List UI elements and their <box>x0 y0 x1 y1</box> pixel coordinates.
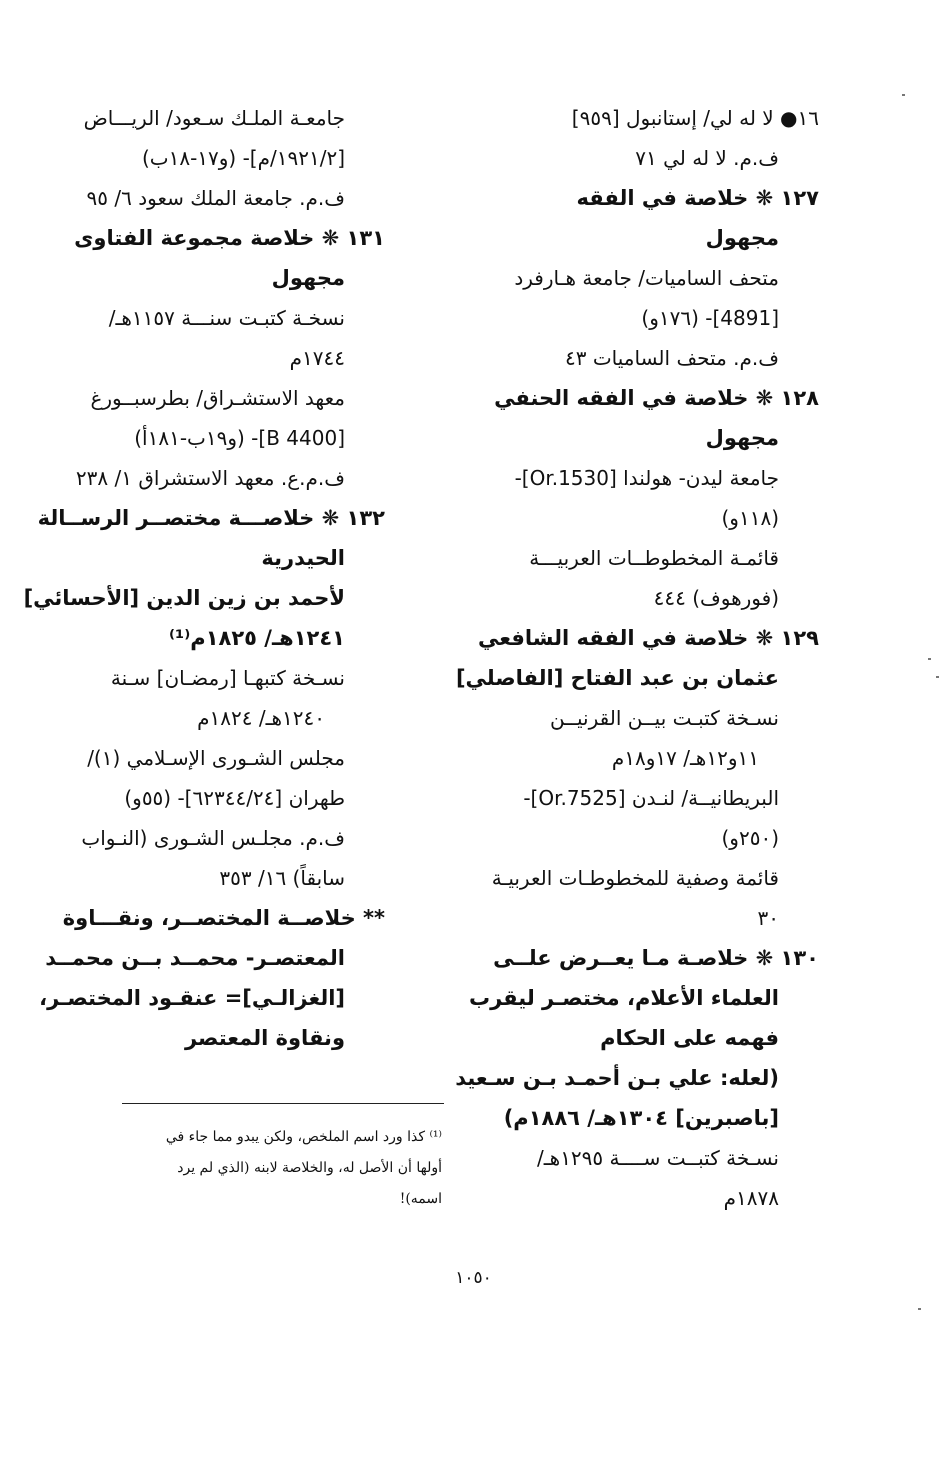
entry-text-line: [B 4400]- (و١٩ب-١٨١أ) <box>134 426 345 450</box>
entry-text-line: (٢٥٠و) <box>721 826 779 850</box>
entry-heading-line: لأحمد بن زين الدين [الأحسائي] <box>23 586 345 610</box>
entry-heading-line: المعتصـر- محمــد بــن محمــد <box>45 946 345 970</box>
entry-text-line: سابقاً) ١٦/ ٣٥٣ <box>219 866 345 890</box>
footnote-line: ⁽¹⁾ كذا ورد اسم الملخص، ولكن يبدو مما جاء في <box>165 1129 442 1145</box>
entry-heading-line: مجهول <box>271 266 345 290</box>
entry-text-line: ١١و١٢هـ/ ١٧و١٨م <box>611 746 759 770</box>
entry-text-line: ١٧٤٤م <box>289 346 345 370</box>
entry-text-line: مجلس الشـورى الإسـلامي (١)/ <box>87 746 345 770</box>
entry-heading-line: فهمه على الحكام <box>600 1026 779 1050</box>
entry-heading-line: ** خلاصــة المختصــر، ونقـــاوة <box>62 906 385 930</box>
entry-text-line: (فورهوف) ٤٤٤ <box>653 586 779 610</box>
entry-text-line: ١٨٧٨م <box>723 1186 779 1210</box>
entry-text-line: جامعة ليدن- هولندا [Or.1530]- <box>514 466 779 490</box>
entry-heading-line: ١٣١ ❋ خلاصة مجموعة الفتاوى <box>74 226 385 250</box>
right-column <box>455 98 819 1218</box>
entry-heading-line: عثمان بن عبد الفتاح [الفاصلي] <box>455 666 779 690</box>
entry-heading-line: العلماء الأعلام، مختصـر ليقرب <box>468 986 779 1010</box>
entry-text-line: ٣٠ <box>757 906 779 930</box>
entry-text-line: متحف الساميات/ جامعة هـارفرد <box>514 266 779 290</box>
entry-text-line: [4891]- (١٧٦و) <box>641 306 779 330</box>
entry-text-line: (١١٨و) <box>721 506 779 530</box>
entry-text-line: قائمـة المخطوطــات العربيـــة <box>529 546 779 570</box>
entry-heading-line: ١٢٨ ❋ خلاصة في الفقه الحنفي <box>494 386 819 410</box>
entry-text-line: نسخـة كتبـت سنـــة ١١٥٧هـ/ <box>108 306 345 330</box>
entry-text-line: ف.م. جامعة الملك سعود ٦/ ٩٥ <box>86 186 345 210</box>
scan-speck <box>928 658 931 660</box>
entry-text-line: جامعـة الملـك سـعود/ الريـــاض <box>83 106 345 130</box>
entry-heading-line: ١٢٤١هـ/ ١٨٢٥م⁽¹⁾ <box>168 626 345 650</box>
entry-heading-line: ونقاوة المعتصر <box>184 1026 345 1050</box>
entry-text-line: نسـخة كتبهـا [رمضـان] سـنة <box>110 666 345 690</box>
entry-text-line: ١٦● لا له لي/ إستانبول [٩٥٩] <box>571 106 819 130</box>
entry-heading-line: مجهول <box>705 226 779 250</box>
entry-text-line: معهد الاستشـراق/ بطرسبــورغ <box>90 386 345 410</box>
entry-text-line: ف.م. متحف الساميات ٤٣ <box>564 346 779 370</box>
footnote-line: اسمه)! <box>399 1191 442 1207</box>
entry-text-line: نسـخة كتبــت ســــة ١٢٩٥هـ/ <box>537 1146 779 1170</box>
entry-text-line: قائمة وصفية للمخطوطـات العربيـة <box>491 866 779 890</box>
entry-heading-line: [الغزالـي]= عنقـود المختصـر، <box>39 986 345 1010</box>
scan-speck <box>936 676 939 678</box>
entry-heading-line: [باصبرين] ١٣٠٤هـ/ ١٨٨٦م) <box>503 1106 779 1130</box>
footnote <box>102 1122 442 1215</box>
footnote-separator <box>122 1103 444 1104</box>
entry-text-line: البريطانيــة/ لنـدن [Or.7525]- <box>523 786 779 810</box>
entry-heading-line: ١٢٧ ❋ خلاصة في الفقه <box>576 186 819 210</box>
entry-text-line: ف.م. لا له لي ٧١ <box>635 146 779 170</box>
footnote-line: أولها أن الأصل له، والخلاصة لابنه (الذي لم يرد <box>177 1160 442 1176</box>
entry-text-line: ١٢٤٠هـ/ ١٨٢٤م <box>197 706 325 730</box>
page-number: ١٠٥٠ <box>455 1268 492 1288</box>
left-column <box>23 98 385 1058</box>
scan-speck <box>902 94 905 96</box>
entry-heading-line: (لعله: علي بـن أحمـد بـن سـعيد <box>455 1066 779 1090</box>
entry-text-line: ف.م.ع. معهد الاستشراق ١/ ٢٣٨ <box>75 466 345 490</box>
entry-text-line: ف.م. مجلـس الشـورى (النـواب <box>81 826 345 850</box>
entry-heading-line: ١٣٠ ❋ خلاصـة مـا يعــرض علــى <box>493 946 819 970</box>
entry-heading-line: مجهول <box>705 426 779 450</box>
entry-heading-line: الحيدرية <box>261 546 345 570</box>
entry-text-line: طهران [٦٢٣٤٤/٢٤]- (٥٥و) <box>124 786 345 810</box>
entry-heading-line: ١٣٢ ❋ خلاصـــة مختصــر الرســالة <box>37 506 385 530</box>
scan-speck <box>918 1308 921 1310</box>
entry-text-line: [١٩٢١/٢/م]- (و١٧-١٨ب) <box>141 146 345 170</box>
entry-text-line: نسـخة كتبـت بيــن القرنيــن <box>550 706 779 730</box>
entry-heading-line: ١٢٩ ❋ خلاصة في الفقه الشافعي <box>478 626 819 650</box>
